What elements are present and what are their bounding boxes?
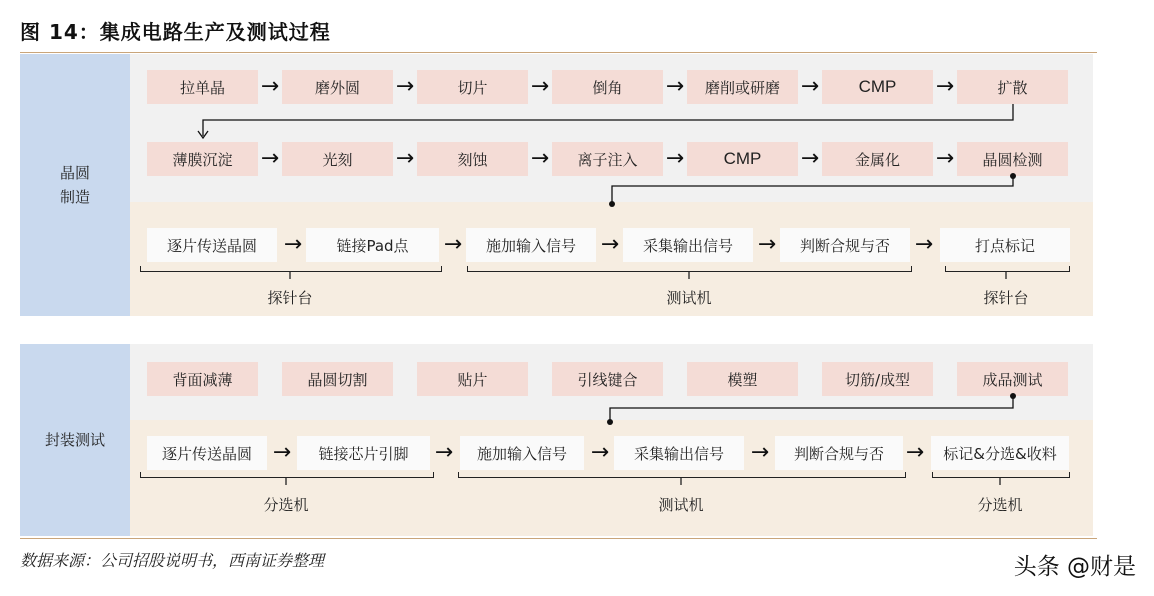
step-box: 逐片传送晶圆 <box>147 228 277 262</box>
step-box: 模塑 <box>687 362 798 396</box>
group-brace <box>140 266 442 272</box>
section-label-line1: 晶圆 <box>59 164 90 182</box>
step-box: 标记&分选&收料 <box>931 436 1069 470</box>
section-label-packaging-test: 封装测试 <box>20 344 130 536</box>
group-label-prober: 探针台 <box>267 289 313 307</box>
step-box: 拉单晶 <box>147 70 258 104</box>
arrow-right-icon: → <box>260 74 280 99</box>
step-box: 背面减薄 <box>147 362 258 396</box>
footer-rule <box>20 538 1097 539</box>
arrow-right-icon: → <box>935 74 955 99</box>
arrow-right-icon: → <box>800 74 820 99</box>
step-box: 切片 <box>417 70 528 104</box>
arrow-right-icon: → <box>750 440 770 465</box>
group-brace <box>467 266 912 272</box>
step-box: 贴片 <box>417 362 528 396</box>
step-box: 扩散 <box>957 70 1068 104</box>
step-box: CMP <box>822 70 933 104</box>
step-box: 施加输入信号 <box>460 436 584 470</box>
step-box: 链接Pad点 <box>306 228 439 262</box>
step-box: 磨外圆 <box>282 70 393 104</box>
arrow-right-icon: → <box>590 440 610 465</box>
step-box: 磨削或研磨 <box>687 70 798 104</box>
step-box: 判断合规与否 <box>775 436 903 470</box>
step-box: 刻蚀 <box>417 142 528 176</box>
group-brace <box>140 472 434 478</box>
arrow-right-icon: → <box>914 232 934 257</box>
group-label-handler: 分选机 <box>977 496 1023 514</box>
group-brace <box>932 472 1070 478</box>
section-label-wafer-manufacturing <box>20 54 130 316</box>
title-rule <box>20 52 1097 53</box>
step-box: 切筋/成型 <box>822 362 933 396</box>
arrow-right-icon: → <box>665 146 685 171</box>
step-box: 倒角 <box>552 70 663 104</box>
step-box: 薄膜沉淀 <box>147 142 258 176</box>
step-box: 晶圆切割 <box>282 362 393 396</box>
step-box: 光刻 <box>282 142 393 176</box>
arrow-right-icon: → <box>260 146 280 171</box>
arrow-right-icon: → <box>434 440 454 465</box>
step-box: CMP <box>687 142 798 176</box>
step-box: 金属化 <box>822 142 933 176</box>
arrow-right-icon: → <box>395 74 415 99</box>
arrow-right-icon: → <box>395 146 415 171</box>
arrow-right-icon: → <box>530 74 550 99</box>
step-box: 采集输出信号 <box>614 436 744 470</box>
arrow-right-icon: → <box>905 440 925 465</box>
arrow-right-icon: → <box>800 146 820 171</box>
step-box: 打点标记 <box>940 228 1070 262</box>
step-box: 逐片传送晶圆 <box>147 436 267 470</box>
step-box: 成品测试 <box>957 362 1068 396</box>
step-box: 施加输入信号 <box>466 228 596 262</box>
arrow-right-icon: → <box>443 232 463 257</box>
step-box: 采集输出信号 <box>623 228 753 262</box>
step-box: 离子注入 <box>552 142 663 176</box>
arrow-right-icon: → <box>935 146 955 171</box>
group-label-tester: 测试机 <box>666 289 712 307</box>
arrow-right-icon: → <box>600 232 620 257</box>
step-box: 晶圆检测 <box>957 142 1068 176</box>
watermark: 头条 @财是 <box>1013 554 1136 580</box>
arrow-right-icon: → <box>272 440 292 465</box>
group-brace <box>945 266 1070 272</box>
arrow-right-icon: → <box>757 232 777 257</box>
step-box: 链接芯片引脚 <box>297 436 430 470</box>
group-label-handler: 分选机 <box>263 496 309 514</box>
step-box: 判断合规与否 <box>780 228 910 262</box>
group-label-tester: 测试机 <box>658 496 704 514</box>
source-note: 数据来源：公司招股说明书，西南证券整理 <box>20 551 325 570</box>
arrow-right-icon: → <box>530 146 550 171</box>
group-brace <box>458 472 906 478</box>
figure-title: 图 14：集成电路生产及测试过程 <box>20 20 331 44</box>
arrow-right-icon: → <box>283 232 303 257</box>
section-label-line2: 制造 <box>59 188 90 206</box>
arrow-right-icon: → <box>665 74 685 99</box>
step-box: 引线键合 <box>552 362 663 396</box>
group-label-prober: 探针台 <box>983 289 1029 307</box>
